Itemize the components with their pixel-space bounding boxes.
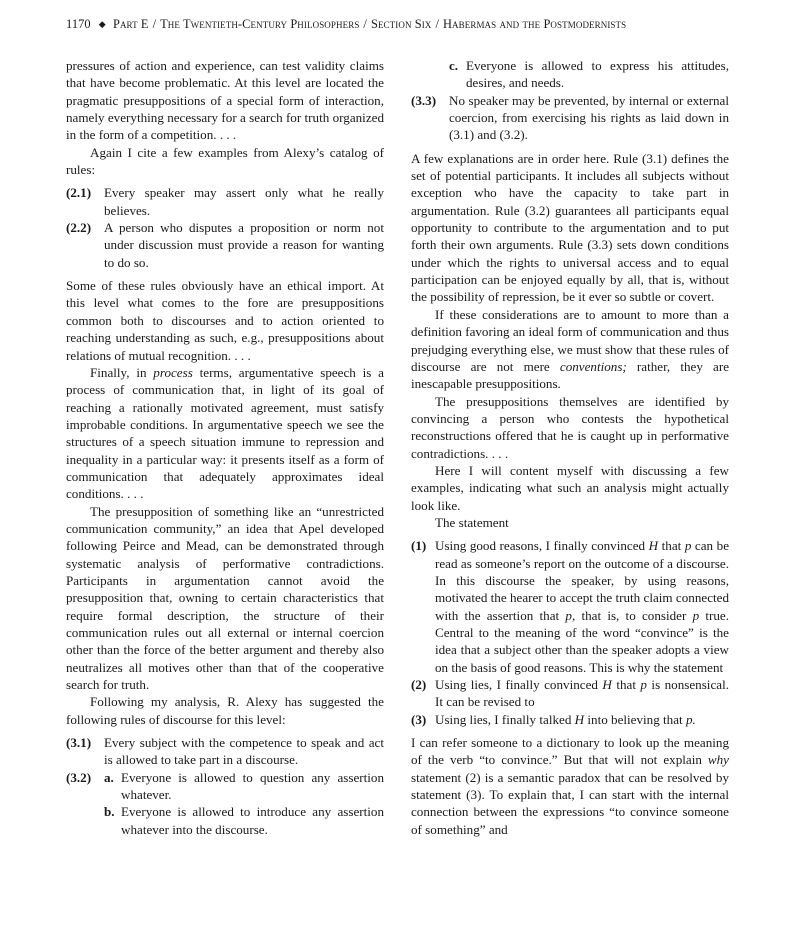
rule-text: A person who disputes a proposition or norm not under discussion must provide a reason for wanting to do so. [104,220,384,270]
right-column [411,57,729,838]
rule-2-1 [66,184,384,219]
rule-letter: a. [104,769,114,785]
paragraph: The statement [435,514,509,530]
rule-3-2 [66,769,384,838]
example-2: (2) Using lies, I finally convinced H that p is nonsensical. It can be revised to [411,677,729,710]
example-1: (1) Using good reasons, I finally convinced H that p can be read as someone’s report on the outcome of a discourse. In this discourse the speaker, by using reasons, motivated the hearer to accept the truth claim connected with the assertion that p, that is, to consider p true. Central to the meaning of the word “convince” is the idea that a subject other than the speaker adopts a view on the basis of good reasons. This is why the statement [411,538,730,675]
example-number: (1) [411,538,427,554]
rule-text: Everyone is allowed to introduce any assertion whatever into the discourse. [121,804,384,837]
paragraph: Following my analysis, R. Alexy has suggested the following rules of discourse for this level: [66,694,384,727]
rule-text: Every subject with the competence to speak and act is allowed to take part in a discourse. [104,735,384,768]
paragraph: Again I cite a few examples from Alexy’s catalog of rules: [66,144,384,178]
paragraph: A few explanations are in order here. Rule (3.1) defines the set of potential participants. It includes all subjects without exception who have the capacity to take part in argumentation. Rule (3.2) guarantees all participants equal opportunity to contribute to the argumentation and to put forth their own arguments. Rule (3.3) sets down conditions under which the rights to universal access and to equal participation can be enjoyed equally by all, that is, without the possibility of repression, be it ever so subtle or covert. [411,150,729,305]
rule-number: (3.3) [411,92,437,108]
paragraph: Some of these rules obviously have an ethical import. At this level what comes to the fore are presuppositions common both to discourses and to action oriented to reaching understanding as such, e.g., presuppositions about relations of mutual recognition. . . . [66,278,384,363]
paragraph: pressures of action and experience, can test validity claims that have become problematic. At this level are located the pragmatic presuppositions of a special form of interaction, namely everything necessary for a search for truth organized in the form of a competition. . . . [66,58,384,143]
paragraph: If these considerations are to amount to more than a definition favoring an ideal form of communication and thus prejudging everything else, we must show that these rules of discourse are not mere conventions; rather, they are inescapable presuppositions. [411,306,730,392]
example-number: (2) [411,677,427,693]
header-separator: / [363,17,367,31]
rule-2-2 [66,219,384,271]
rule-letter: c. [449,58,459,73]
paragraph: The presupposition of something like an “unrestricted communication community,” an idea that Apel developed following Peirce and Mead, can be demonstrated through systematic analysis of performative contradictions. Participants in argumentation cannot avoid the presupposition that, owning to certain characteristics that require formal description, the structure of their communication rules out all external or internal coercion other than the force of the better argument and thereby also neutralizes all motives other than that of the cooperative search for truth. [66,503,384,693]
running-header [66,17,728,32]
rule-number: (2.2) [66,220,92,236]
rule-number: (2.1) [66,185,92,201]
emphasis: why [707,752,729,768]
rule-text: Every speaker may assert only what he really believes. [104,185,384,218]
header-book-title: The Twentieth-Century Philosophers [160,17,360,31]
paragraph: I can refer someone to a dictionary to look up the meaning of the verb “to convince.” But that will not explain why statement (2) is a semantic paradox that can be resolved by statement (3). To explain that, I can start with the internal connection between the expressions “to convince someone of something” and [411,735,729,837]
paragraph: The presuppositions themselves are identified by convincing a person who contests the hypothetical reconstructions offered that he is caught up in performative contradictions. . . . [411,393,729,461]
rule-3-2-b [104,803,384,838]
paragraph: Here I will content myself with discussing a few examples, indicating what such an analysis might actually look like. [411,462,729,513]
left-column [66,57,384,838]
rule-text: Everyone is allowed to express his attitudes, desires, and needs. [466,58,729,91]
header-chapter: Habermas and the Postmodernists [443,17,627,31]
page-number: 1170 [66,17,91,31]
header-part: Part E [112,17,149,31]
example-number: (3) [411,711,427,727]
rule-letter: b. [104,804,115,820]
rule-text: Everyone is allowed to question any assertion whatever. [121,769,384,803]
header-separator: / [152,17,157,31]
diamond-icon: ◆ [98,19,106,29]
emphasis: conventions; [559,358,627,374]
rule-3-2-c [411,57,729,92]
rule-number: (3.1) [66,735,92,751]
rule-3-3 [411,92,729,144]
header-section: Section Six [370,17,432,31]
header-separator: / [435,17,439,31]
example-3: (3) Using lies, I finally talked H into believing that p. [411,711,696,727]
rule-text: No speaker may be prevented, by internal or external coercion, from exercising his rights as laid down in (3.1) and (3.2). [449,92,729,143]
emphasis: process [153,364,193,380]
rule-3-1 [66,734,384,769]
rule-number: (3.2) [66,769,92,785]
rule-3-2-a [104,769,384,804]
paragraph: Finally, in process terms, argumentative speech is a process of communication that, in light of its goal of reaching a rationally motivated agreement, must satisfy improbable conditions. In argumentative speech we see the structures of a speech situation immune to repression and inequality in a particular way: it presents itself as a form of communication that adequately approximates ideal conditions. . . . [66,364,384,502]
